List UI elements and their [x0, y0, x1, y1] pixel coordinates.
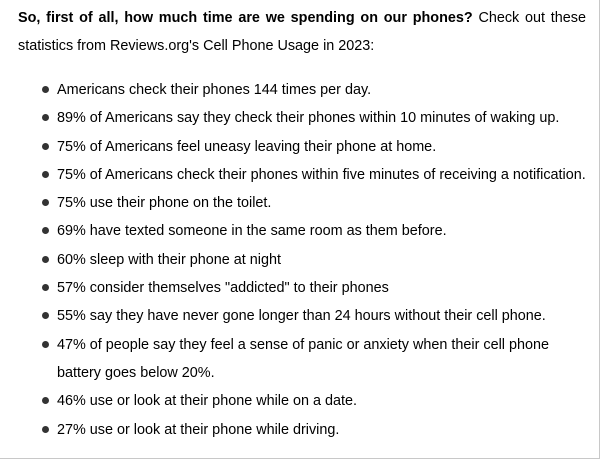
bullet-icon — [42, 199, 49, 206]
bullet-icon — [42, 143, 49, 150]
list-item — [0, 274, 590, 302]
bullet-icon — [42, 312, 49, 319]
bullet-icon — [42, 227, 49, 234]
list-item — [0, 331, 590, 388]
list-item-text: 89% of Americans say they check their phones within 10 minutes of waking up. — [57, 110, 560, 127]
list-item-text: 57% consider themselves "addicted" to their phones — [57, 280, 389, 297]
list-item-text: 75% of Americans feel uneasy leaving their phone at home. — [57, 138, 437, 155]
list-item — [0, 161, 590, 189]
list-item — [0, 189, 590, 217]
bullet-icon — [42, 171, 49, 178]
list-item-text: 55% say they have never gone longer than 24 hours without their cell phone. — [57, 308, 546, 325]
statistics-list — [0, 76, 590, 444]
list-item-text: 47% of people say they feel a sense of panic or anxiety when their cell phone battery goes below 20%. — [57, 336, 549, 381]
list-item — [0, 302, 590, 330]
list-item-text: 27% use or look at their phone while driving. — [57, 421, 340, 438]
bullet-icon — [42, 284, 49, 291]
bullet-icon — [42, 397, 49, 404]
list-item-text: 60% sleep with their phone at night — [57, 251, 282, 268]
intro-text: Check out these statistics from Reviews.org's Cell Phone Usage in 2023: — [18, 10, 586, 54]
list-item — [0, 104, 590, 132]
bullet-icon — [42, 341, 49, 348]
bullet-icon — [42, 426, 49, 433]
list-item — [0, 246, 590, 274]
list-item — [0, 76, 590, 104]
list-item-text: 69% have texted someone in the same room as them before. — [57, 223, 447, 240]
list-item-text: 75% use their phone on the toilet. — [57, 195, 272, 212]
intro-question: So, first of all, how much time are we spending on our phones? — [18, 10, 473, 26]
list-item-text: 46% use or look at their phone while on a date. — [57, 393, 358, 410]
list-item — [0, 217, 590, 245]
bullet-icon — [42, 256, 49, 263]
list-item — [0, 416, 590, 444]
list-item — [0, 133, 590, 161]
intro-paragraph — [18, 4, 586, 60]
bullet-icon — [42, 86, 49, 93]
list-item-text: Americans check their phones 144 times per day. — [57, 82, 372, 98]
list-item — [0, 387, 590, 415]
list-item-text: 75% of Americans check their phones within five minutes of receiving a notification. — [57, 166, 586, 183]
bullet-icon — [42, 114, 49, 121]
